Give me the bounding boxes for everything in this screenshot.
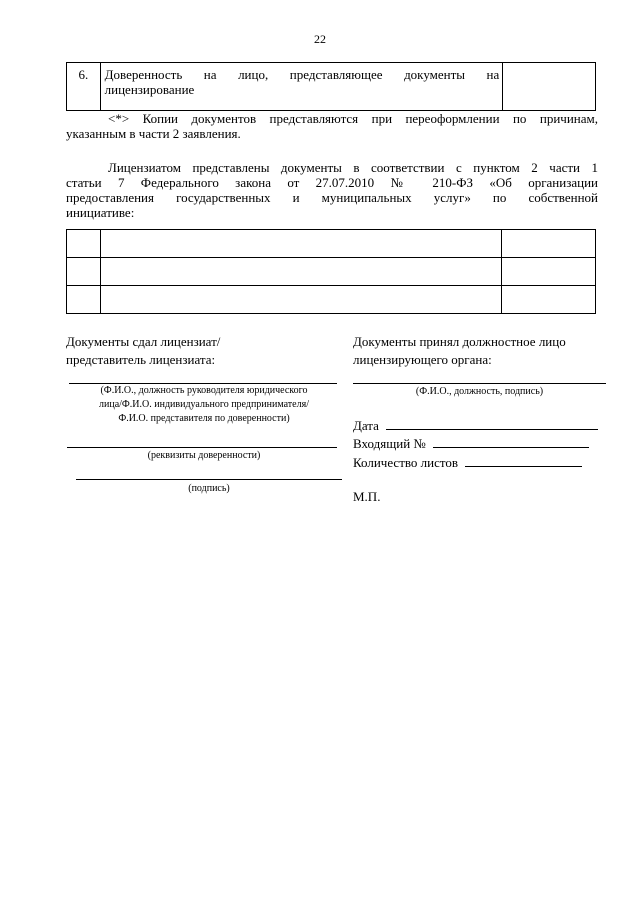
left-heading [66,333,346,369]
table-row [67,230,596,258]
official-signature-line [353,383,606,384]
date-input-line-2[interactable] [512,417,598,430]
table-cell [502,286,596,314]
signature-caption: (подпись) [188,483,230,494]
fio-caption-line2: лица/Ф.И.О. индивидуального предпринимателя/ [99,399,309,410]
statement-line2: статьи 7 Федерального закона от 27.07.2010 № 210-ФЗ «Об организации [66,175,598,190]
table-cell [67,258,101,286]
note-line1: <*> Копии документов представляются при переоформлении по причинам, [108,111,598,126]
row-description [100,63,503,111]
row-number: 6. [67,63,101,111]
table-cell [67,286,101,314]
left-heading-line1: Документы сдал лицензиат/ [66,334,221,349]
incoming-input-line[interactable] [433,435,589,448]
requisites-line [67,447,337,448]
signature-line [76,479,342,480]
date-field [353,417,613,435]
table-cell [100,258,501,286]
table-row [67,286,596,314]
sheets-input-line[interactable] [465,454,582,467]
table-cell [67,230,101,258]
statement-line4: инициативе: [66,205,135,220]
sheets-label: Количество листов [353,455,459,470]
fio-caption-line3: Ф.И.О. представителя по доверенности) [118,413,290,424]
table-row [67,258,596,286]
statement-paragraph [66,160,598,220]
sheets-field [353,454,613,472]
row-description-line2: лицензирование [104,82,195,97]
incoming-label: Входящий № [353,436,426,451]
fio-caption [66,384,342,426]
stamp-label: М.П. [353,489,381,504]
table-cell [502,230,596,258]
left-heading-line2: представитель лицензиата: [66,352,216,367]
date-label: Дата [353,418,379,433]
date-input-line[interactable] [386,417,512,430]
fio-caption-line1: (Ф.И.О., должность руководителя юридического [100,385,308,396]
documents-table-bottom [66,229,596,314]
note-line2: указанным в части 2 заявления. [66,126,241,141]
table-row [67,63,596,111]
official-fio-caption: (Ф.И.О., должность, подпись) [415,386,544,397]
documents-table-top [66,62,596,111]
page-number: 22 [314,32,326,46]
note-paragraph [66,111,598,141]
table-cell [100,230,501,258]
table-cell [502,258,596,286]
table-cell [100,286,501,314]
statement-line3: предоставления государственных и муниципальных услуг» по собственной [66,190,598,205]
right-heading-line1: Документы принял должностное лицо [353,334,566,349]
incoming-field [353,435,613,453]
row-description-line1: Доверенность на лицо, представляющее документы на [104,67,500,82]
right-heading-line2: лицензирующего органа: [353,352,492,367]
row-extra-cell [503,63,596,111]
requisites-caption: (реквизиты доверенности) [147,450,261,461]
right-heading [353,333,613,369]
statement-line1: Лицензиатом представлены документы в соответствии с пунктом 2 части 1 [108,160,598,175]
